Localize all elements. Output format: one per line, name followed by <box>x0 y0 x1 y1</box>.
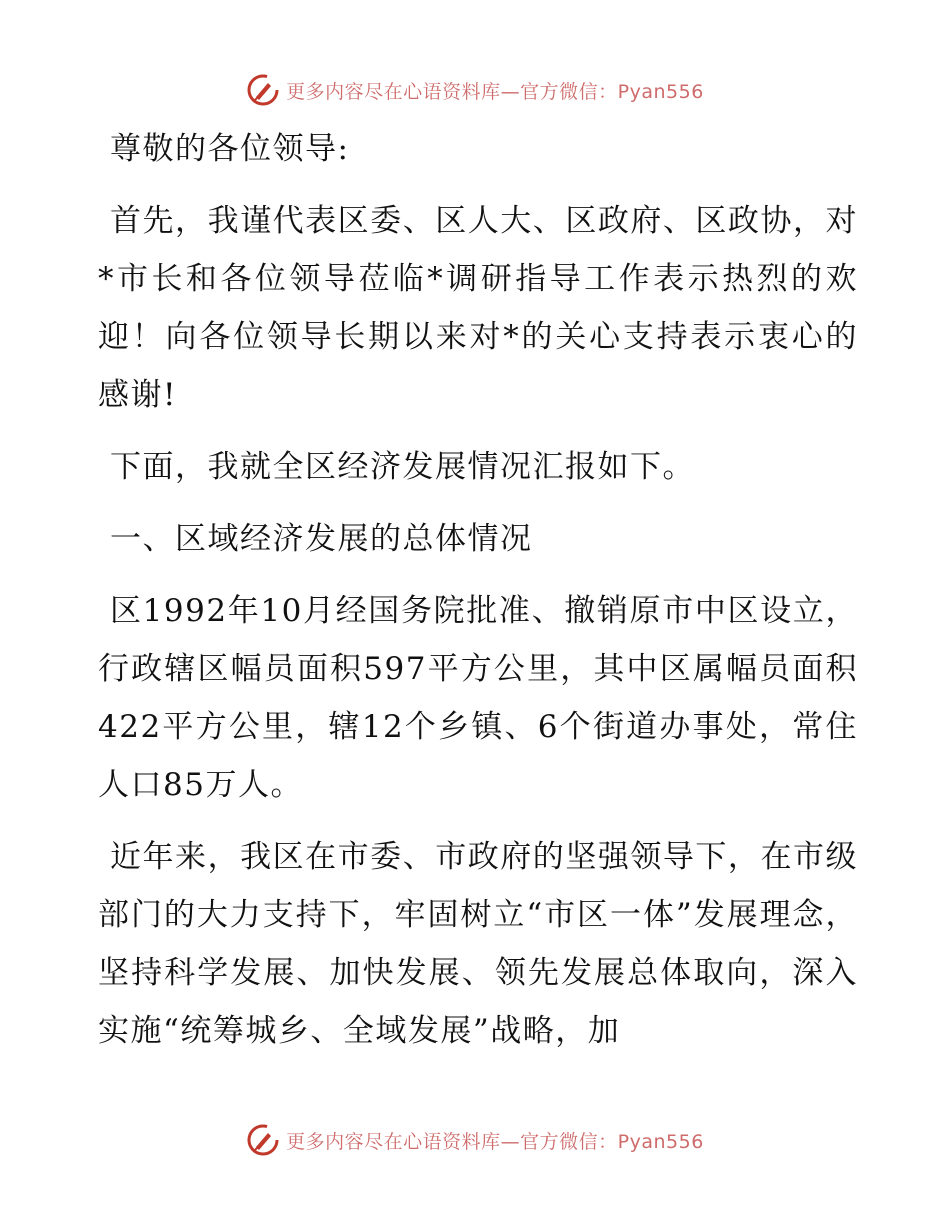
watermark-header <box>0 70 950 110</box>
watermark-text: 更多内容尽在心语资料库—官方微信：Pyan556 <box>286 80 704 103</box>
paragraph-intro: 下面，我就全区经济发展情况汇报如下。 <box>110 449 695 485</box>
paragraph-development: 近年来，我区在市委、市政府的坚强领导下，在市级部门的大力支持下，牢固树立“市区一体”发展理念，坚持科学发展、加快发展、领先发展总体取向，深入实施“统筹城乡、全域发展”战略，加 <box>98 839 858 1049</box>
document-body <box>98 120 858 1060</box>
pen-quill-logo-icon <box>246 1123 280 1157</box>
watermark-text: 更多内容尽在心语资料库—官方微信：Pyan556 <box>286 1130 704 1153</box>
paragraph-overview: 区1992年10月经国务院批准、撤销原市中区设立，行政辖区幅员面积597平方公里，其中区属幅员面积422平方公里，辖12个乡镇、6个街道办事处，常住人口85万人。 <box>98 593 858 803</box>
paragraph-welcome: 首先，我谨代表区委、区人大、区政府、区政协，对*市长和各位领导莅临*调研指导工作表示热烈的欢迎！向各位领导长期以来对*的关心支持表示衷心的感谢! <box>98 203 858 413</box>
section-heading: 一、区域经济发展的总体情况 <box>110 521 533 557</box>
salutation: 尊敬的各位领导: <box>110 131 350 167</box>
watermark-footer <box>0 1120 950 1160</box>
pen-quill-logo-icon <box>246 73 280 107</box>
